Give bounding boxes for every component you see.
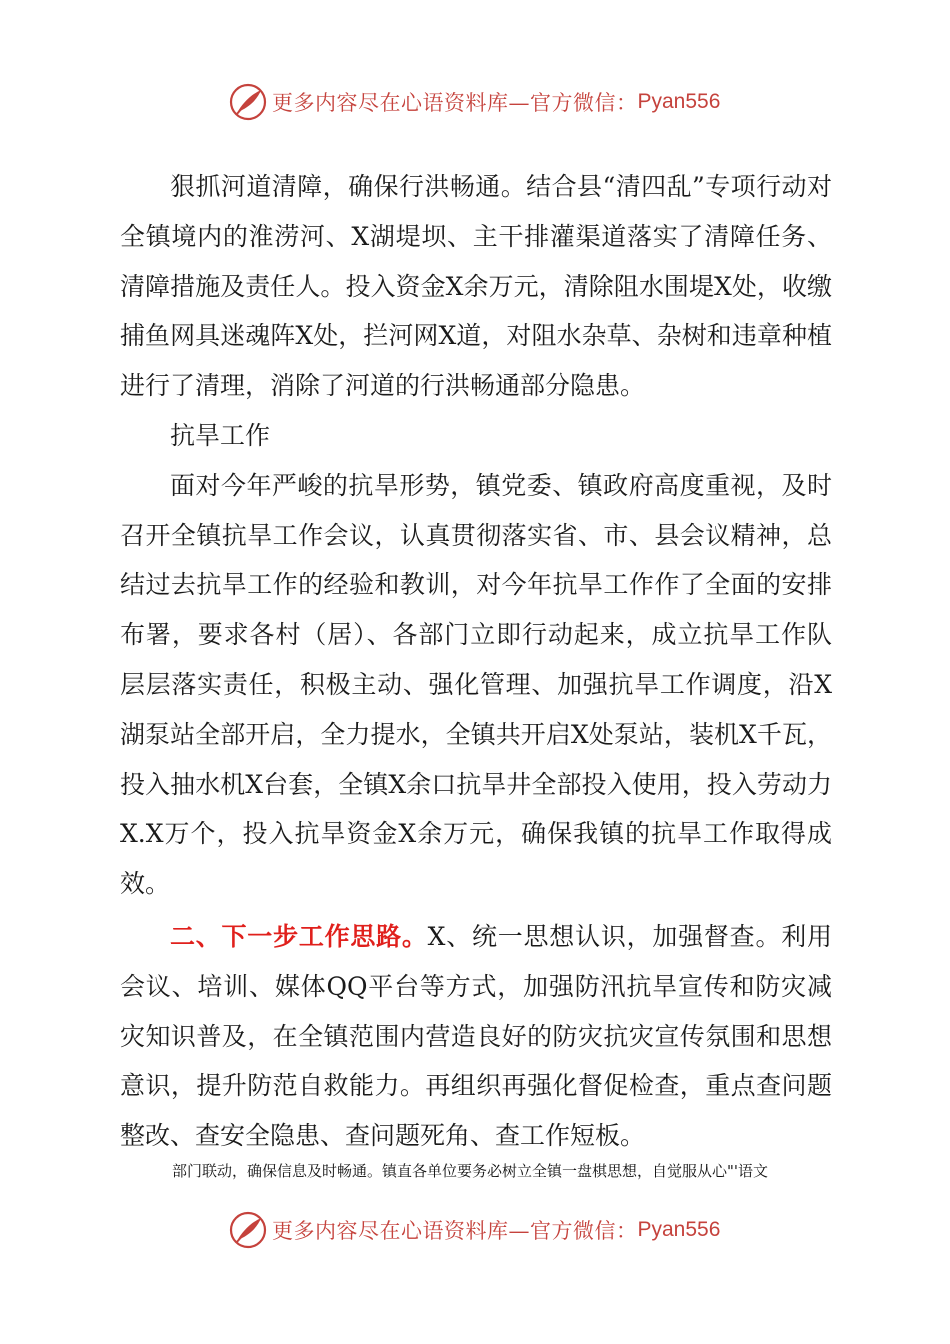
feather-pen-logo-icon [228, 82, 268, 122]
header-banner [228, 80, 720, 124]
feather-pen-logo-icon [228, 1210, 268, 1250]
paragraph-drought-work: 面对今年严峻的抗旱形势，镇党委、镇政府高度重视，及时召开全镇抗旱工作会议，认真贯彻落实省、市、县会议精神，总结过去抗旱工作的经验和教训，对今年抗旱工作作了全面的安排布署，要求各村（居）、各部门立即行动起来，成立抗旱工作队层层落实责任，积极主动、强化管理、加强抗旱工作调度，沿X湖泵站全部开启，全力提水，全镇共开启X处泵站，装机X千瓦，投入抽水机X台套，全镇X余口抗旱井全部投入使用，投入劳动力X.X万个，投入抗旱资金X余万元，确保我镇的抗旱工作取得成效。 [120, 470, 832, 899]
next-steps-heading: 二、下一步工作思路。 [170, 921, 428, 951]
next-steps-text: X、统一思想认识，加强督查。利用会议、培训、媒体QQ平台等方式，加强防汛抗旱宣传和防灾减灾知识普及，在全镇范围内营造良好的防灾抗灾宣传氛围和思想意识，提升防范自救能力。再组织再强化督促检查，重点查问题整改、查安全隐患、查问题死角、查工作短板。 [120, 921, 832, 1151]
footer-banner [228, 1208, 720, 1252]
banner-wechat-id: Pyan556 [637, 90, 721, 113]
paragraph-river-clearance: 狠抓河道清障，确保行洪畅通。结合县“清四乱”专项行动对全镇境内的淮涝河、X湖堤坝、主干排灌渠道落实了清障任务、清障措施及责任人。投入资金X余万元，清除阻水围堤X处，收缴捕鱼网具迷魂阵X处，拦河网X道，对阻水杂草、杂树和违章种植进行了清理，消除了河道的行洪畅通部分隐患。 [120, 172, 832, 401]
paragraph-next-steps [120, 912, 832, 1161]
banner-text: 更多内容尽在心语资料库—官方微信： [272, 1219, 638, 1243]
section-heading-drought: 抗旱工作 [170, 420, 271, 450]
small-footnote-line: 部门联动，确保信息及时畅通。镇直各单位要务必树立全镇一盘棋思想，自觉服从心"'语文 [172, 1162, 769, 1180]
document-body [120, 162, 832, 1161]
banner-text: 更多内容尽在心语资料库—官方微信： [272, 91, 638, 115]
banner-wechat-id: Pyan556 [637, 1218, 721, 1241]
